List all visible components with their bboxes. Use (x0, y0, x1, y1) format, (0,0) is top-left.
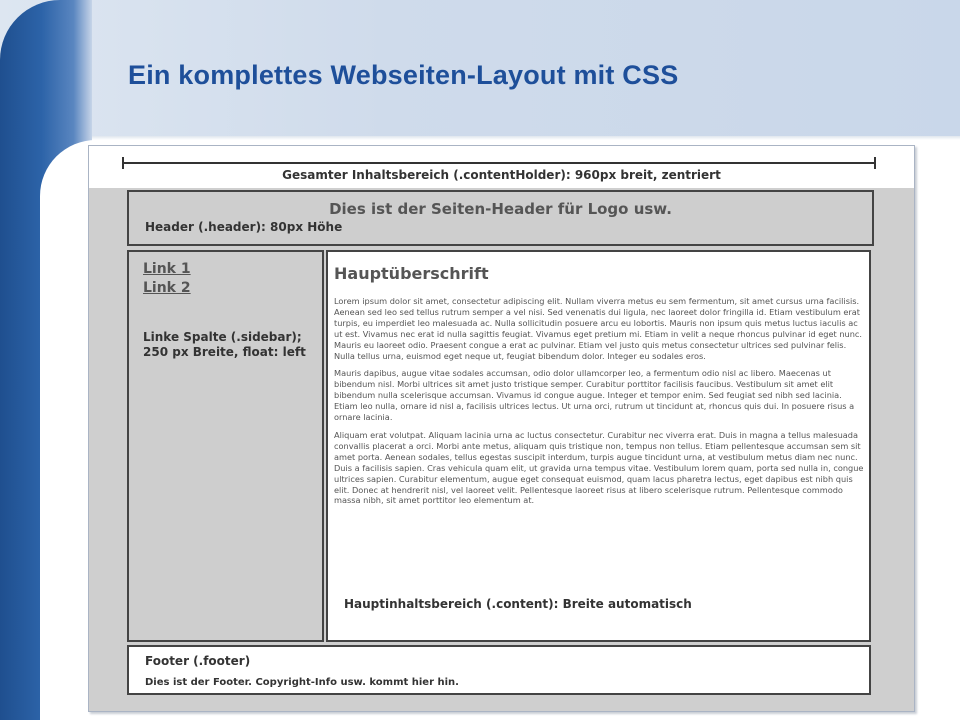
content-holder-label: Gesamter Inhaltsbereich (.contentHolder): 960px breit, zentriert (282, 168, 721, 182)
header-title: Dies ist der Seiten-Header für Logo usw. (329, 200, 672, 218)
content-heading: Hauptüberschrift (334, 264, 489, 283)
width-dimension-line (122, 162, 876, 164)
slide-title: Ein komplettes Webseiten-Layout mit CSS (128, 60, 679, 90)
sidebar-link-1[interactable]: Link 1 (143, 261, 191, 277)
content-body (334, 296, 866, 513)
footer-text: Dies ist der Footer. Copyright-Info usw. kommt hier hin. (145, 677, 459, 688)
content-region (326, 250, 871, 642)
content-paragraph-1: Lorem ipsum dolor sit amet, consectetur adipiscing elit. Nullam viverra metus eu sem fermentum, sit amet cursus urna facilisis. Aenean sed leo sed tellus rutrum semper a vel nisi. Sed venenatis dui ligula, nec laoreet dolor fringilla id. Etiam vestibulum erat turpis, eu imperdiet leo malesuada ac. Nulla sollicitudin posuere arcu eu lobortis. Mauris non ipsum quis metus luctus iaculis ac ut est. Vivamus nec erat id nulla sagittis feugiat. Vivamus eget pretium mi. Etiam in velit a neque rhoncus pulvinar id eget nunc. Mauris eu laoreet odio. Praesent congue a erat ac pulvinar. Etiam vel justo quis metus consectetur ultrices sed pulvinar felis. Nulla tellus urna, euismod eget neque ut, feugiat bibendum dolor. Integer eu sodales eros. (334, 296, 863, 361)
layout-diagram (88, 145, 915, 712)
footer-region (127, 645, 871, 695)
sidebar-link-2[interactable]: Link 2 (143, 280, 191, 296)
sidebar-region (127, 250, 324, 642)
content-note: Hauptinhaltsbereich (.content): Breite automatisch (344, 597, 692, 611)
content-paragraph-2: Mauris dapibus, augue vitae sodales accumsan, odio dolor ullamcorper leo, a fermentum odio nisl ac libero. Maecenas ut bibendum nisl. Morbi ultrices sit amet justo tristique semper. Curabitur porttitor facilisis faucibus. Vestibulum sit amet elit bibendum nulla scelerisque accumsan. Vivamus id congue augue. Integer et tempor enim. Sed feugiat sed nibh sed lacinia. Etiam leo nulla, ornare id nisl a, facilisis ultrices lectus. Ut urna orci, rutrum ut tincidunt at, rhoncus quis dui. In posuere risus a ornare lacinia. (334, 368, 855, 423)
header-note: Header (.header): 80px Höhe (145, 220, 343, 234)
sidebar-links (129, 260, 191, 298)
sidebar-note: Linke Spalte (.sidebar); 250 px Breite, float: left (143, 330, 306, 359)
footer-title: Footer (.footer) (145, 654, 251, 668)
content-paragraph-3: Aliquam erat volutpat. Aliquam lacinia urna ac luctus consectetur. Curabitur nec viverra erat. Duis in magna a tellus malesuada convallis placerat a orci. Morbi ante metus, aliquam quis tristique non, tempus non tellus. Etiam pellentesque accumsan sem sit amet porta. Aenean sodales, tellus egestas suscipit interdum, turpis augue tincidunt urna, at vestibulum metus diam nec nunc. Duis a facilisis sapien. Cras vehicula quam elit, ut gravida urna tempus vitae. Vestibulum lorem quam, porta sed nulla in, congue ultrices sapien. Curabitur elementum, augue eget consequat euismod, quam lacus pharetra lectus, eget dapibus est nibh quis elit. Donec at hendrerit nisl, vel laoreet velit. Pellentesque laoreet risus at libero scelerisque rutrum. Pellentesque commodo massa nibh, sit amet porttitor leo elementum at. (334, 429, 864, 506)
header-region (127, 190, 874, 246)
